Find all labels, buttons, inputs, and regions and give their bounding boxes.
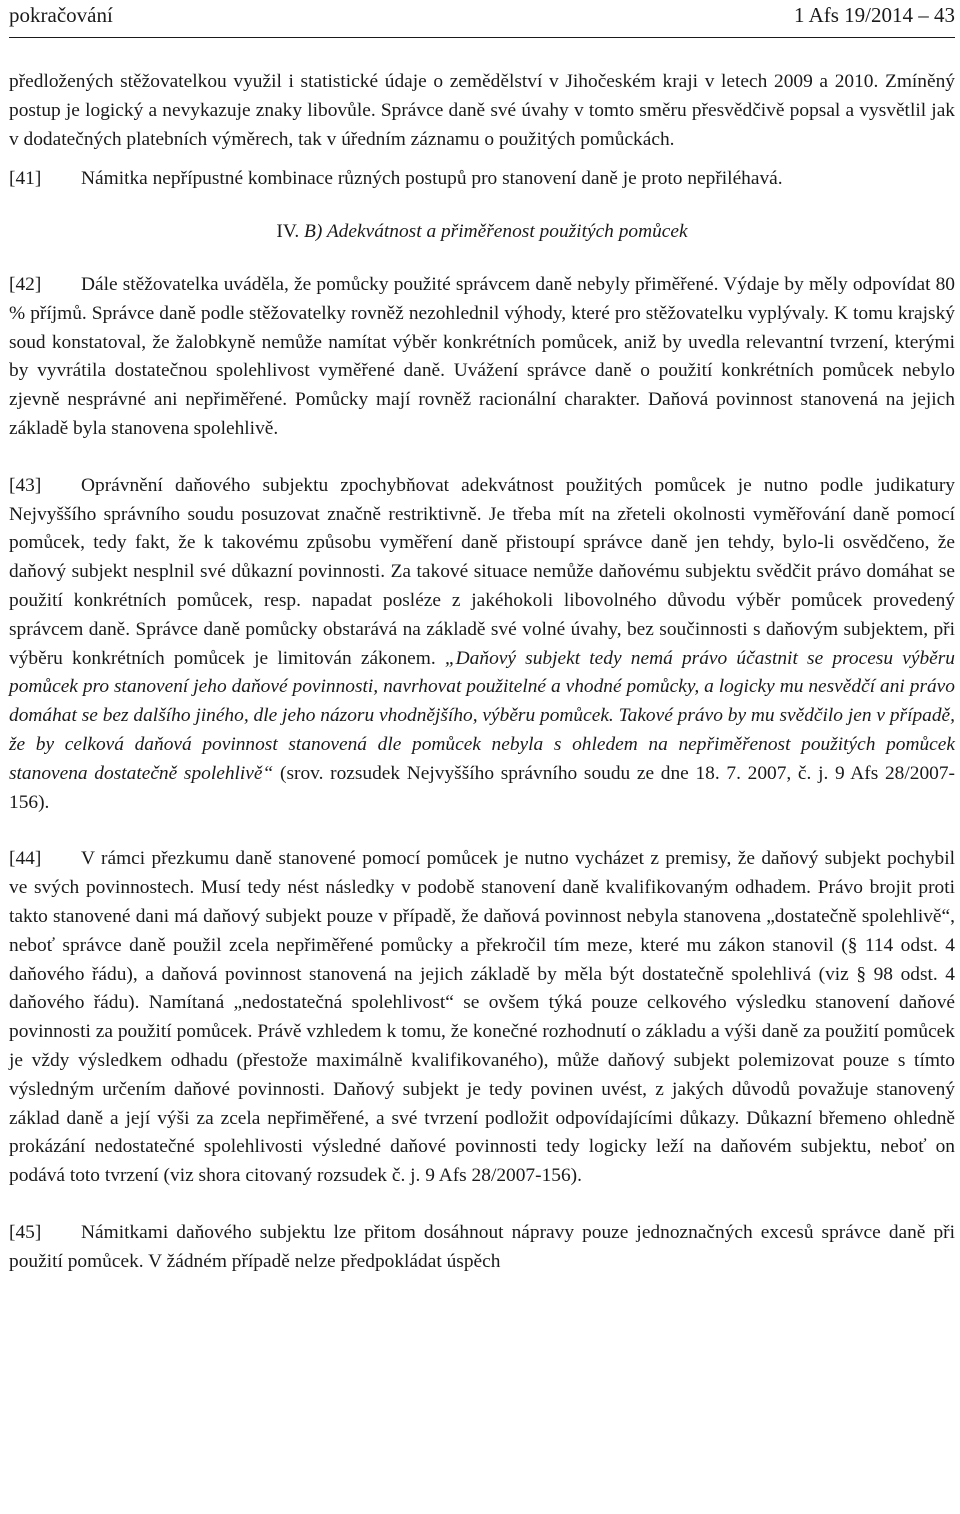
header-case-number: 1 Afs 19/2014 – 43 — [793, 3, 955, 27]
paragraph-text: V rámci přezkumu daně stanovené pomocí pomůcek je nutno vycházet z premisy, že daňový subjekt pochybil ve svých povinnostech. Musí tedy nést následky v podobě stanovení daně kvalifikovaným odhadem. Právo brojit proti takto stanovené dani má daňový subjekt pouze v případě, že daňová povinnost nebyla stanovena „dostatečně spolehlivě“, neboť správce daně použil zcela nepřiměřené pomůcky a překročil tím meze, které mu zákon stanovil (§ 114 odst. 4 daňového řádu), a daňová povinnost stanovená na jejich základě by měla být dostatečně spolehlivá (viz § 98 odst. 4 daňového řádu). Namítaná „nedostatečná spolehlivost“ se ovšem týká pouze celkového výsledku stanovení daňové povinnosti za použití pomůcek. Právě vzhledem k tomu, že konečné rozhodnutí o základu a výši daně za použití pomůcek je vždy výsledkem odhadu (přestože maximálně kvalifikovaného), může daňový subjekt polemizovat pouze s tímto výsledným určením daňové povinnosti. Daňový subjekt je tedy povinen uvést, z jakých důvodů považuje stanovený základ daně a její výši za zcela nepřiměřené, a své tvrzení podložit odpovídajícími důkazy. Důkazní břemeno ohledně prokázání nedostatečné spolehlivosti výsledné daňové povinnosti tedy logicky leží na daňovém subjektu, neboť on podává toto tvrzení (viz shora citovaný rozsudek č. j. 9 Afs 28/2007-156). — [9, 848, 955, 1187]
paragraph-43 — [9, 472, 955, 818]
section-heading-title: B) Adekvátnost a přiměřenost použitých pomůcek — [299, 221, 688, 243]
paragraph-text: Dále stěžovatelka uváděla, že pomůcky použité správcem daně nebyly přiměřené. Výdaje by měly odpovídat 80 % příjmů. Správce daně podle stěžovatelky rovněž nezohlednil výhody, které pro stěžovatelku vyplývaly. K tomu krajský soud konstatoval, že žalobkyně nemůže namítat výběr konkrétních pomůcek, aniž by uvedla relevantní tvrzení, kterými by vyvrátila dostatečnou spolehlivost vyměřené daně. Uvážení správce daně o použití konkrétních pomůcek nebylo zjevně nesprávné ani nepřiměřené. Pomůcky mají rovněž racionální charakter. Daňová povinnost stanovená na jejich základě byla stanovena spolehlivě. — [9, 273, 955, 439]
paragraph-number: [43] — [9, 474, 42, 496]
paragraph-44 — [9, 845, 955, 1191]
header-continuation-label: pokračování — [9, 3, 113, 27]
intro-paragraph: předložených stěžovatelkou využil i statistické údaje o zemědělství v Jihočeském kraji v letech 2009 a 2010. Zmíněný postup je logický a nevykazuje znaky libovůle. Správce daně své úvahy v tomto směru přesvědčivě popsal a vysvětlil jak v dodatečných platebních výměrech, tak v úředním záznamu o použitých pomůckách. — [9, 71, 955, 150]
paragraph-number: [42] — [9, 273, 42, 295]
section-heading — [9, 218, 955, 247]
paragraph-text: Námitkami daňového subjektu lze přitom dosáhnout nápravy pouze jednoznačných excesů správce daně při použití pomůcek. V žádném případě nelze předpokládat úspěch — [9, 1221, 955, 1272]
running-header — [9, 0, 955, 40]
paragraph-42 — [9, 271, 955, 444]
section-heading-roman: IV. — [276, 221, 300, 243]
paragraph-number: [44] — [9, 848, 42, 870]
paragraph-text: Oprávnění daňového subjektu zpochybňovat adekvátnost použitých pomůcek je nutno podle judikatury Nejvyššího správního soudu posuzovat značně restriktivně. Je třeba mít na zřeteli okolnosti vyměřování daně pomocí pomůcek, tedy fakt, že k takovému způsobu vyměření daně přistoupí správce daně jen tehdy, bylo-li osvědčeno, že daňový subjekt nesplnil své důkazní povinnosti. Za takové situace nemůže daňovému subjektu svědčit právo domáhat se použití konkrétních pomůcek, resp. napadat posléze z jakéhokoli libovolného důvodu výběr pomůcek provedený správcem daně. Správce daně pomůcky obstarává na základě své volné úvahy, bez součinnosti s daňovým subjektem, při výběru konkrétních pomůcek je limitován zákonem. — [9, 474, 955, 669]
citation-quote: „Daňový subjekt tedy nemá právo účastnit se procesu výběru pomůcek pro stanovení jeho daňové povinnosti, navrhovat použitelné a vhodné pomůcky, a logicky mu nesvědčí ani právo domáhat se bez dalšího jiného, dle jeho názoru vhodnějšího, výběru pomůcek. Takové právo by mu svědčilo jen v případě, že by celková daňová povinnost stanovená dle pomůcek nebyla s ohledem na nepřiměřenost použitých pomůcek stanovena dostatečně spolehlivě“ — [9, 647, 956, 784]
paragraph-45 — [9, 1219, 955, 1277]
document-page — [9, 0, 955, 1276]
paragraph-41 — [9, 165, 955, 194]
paragraph-text-after-quote: (srov. rozsudek Nejvyššího správního soudu ze dne 18. 7. 2007, č. j. 9 Afs 28/2007-156). — [9, 762, 955, 813]
paragraph-number: [45] — [9, 1221, 42, 1243]
paragraph-number: [41] — [9, 168, 42, 190]
header-rule — [9, 37, 955, 38]
paragraph-text: Námitka nepřípustné kombinace různých postupů pro stanovení daně je proto nepřiléhavá. — [81, 168, 783, 190]
